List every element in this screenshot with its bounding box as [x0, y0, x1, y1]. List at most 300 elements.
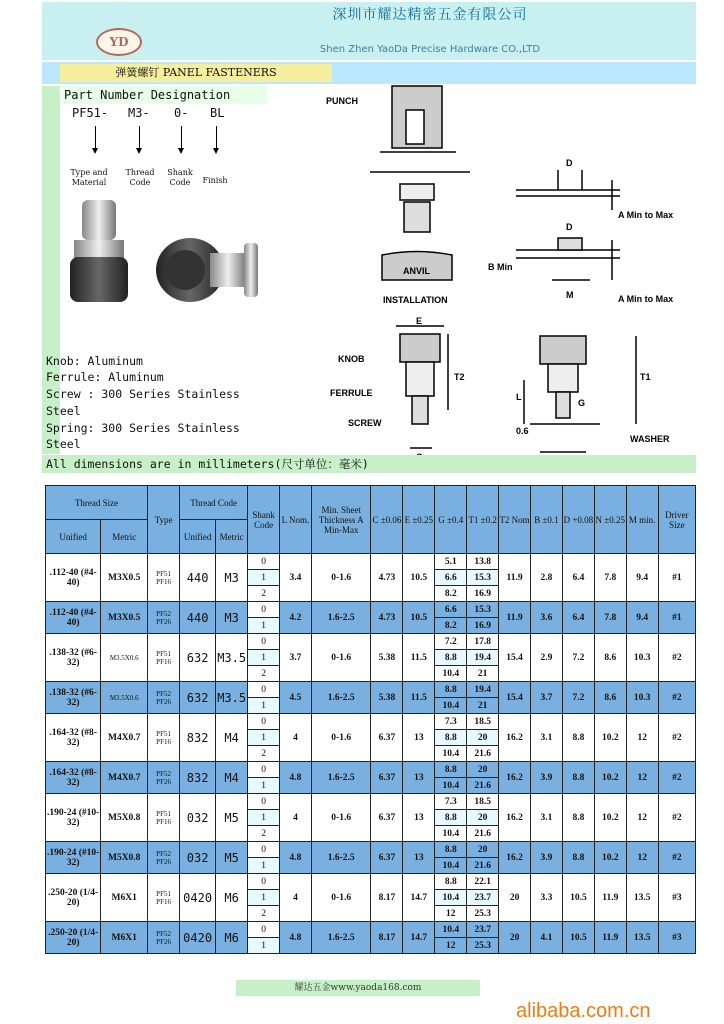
cell-l: 4: [280, 794, 312, 842]
cell-t2: 16.2: [499, 842, 531, 874]
cell-b: 2.9: [531, 634, 563, 682]
cell-g: 12: [435, 906, 467, 922]
cell-tc-unified: 632: [180, 682, 216, 714]
cell-e: 13: [403, 842, 435, 874]
cell-tc-unified: 0420: [180, 874, 216, 922]
cell-type: PF52 PF26: [148, 602, 180, 634]
cell-l: 4.8: [280, 762, 312, 794]
cell-tc-metric: M4: [216, 714, 248, 762]
pn-arrow: [216, 126, 217, 150]
cell-b: 3.9: [531, 842, 563, 874]
cell-t2: 11.9: [499, 554, 531, 602]
th-l: L Nom.: [280, 486, 312, 554]
th-d: D +0.08: [562, 486, 594, 554]
watermark: alibaba.com.cn: [516, 1000, 651, 1022]
cell-type: PF51 PF16: [148, 794, 180, 842]
cell-d: 7.2: [562, 634, 594, 682]
th-sheet: Min. Sheet Thickness A Min-Max: [311, 486, 371, 554]
cell-metric: M3.5X0.6: [101, 634, 148, 682]
cell-d: 8.8: [562, 714, 594, 762]
cell-e: 14.7: [403, 922, 435, 954]
pn-arrowhead: [92, 148, 98, 154]
cell-tc-metric: M3.5: [216, 634, 248, 682]
cell-shank-code: 2: [248, 826, 280, 842]
cell-g: 10.4: [435, 858, 467, 874]
cell-t1: 16.9: [467, 618, 499, 634]
cell-n: 10.2: [594, 762, 626, 794]
label-m: M: [566, 290, 574, 300]
cell-g: 8.8: [435, 810, 467, 826]
label-e: E: [416, 316, 423, 326]
cell-t2: 15.4: [499, 634, 531, 682]
company-name-en: Shen Zhen YaoDa Precise Hardware CO.,LTD: [319, 44, 541, 55]
cell-t2: 20: [499, 874, 531, 922]
cell-shank-code: 0: [248, 554, 280, 570]
spec-table-body: [46, 554, 696, 954]
cell-e: 13: [403, 794, 435, 842]
material-line: Ferrule: Aluminum: [46, 370, 164, 384]
cell-shank-code: 2: [248, 906, 280, 922]
cell-g: 6.6: [435, 570, 467, 586]
cell-b: 2.8: [531, 554, 563, 602]
cell-tc-unified: 632: [180, 634, 216, 682]
cell-driver: #1: [658, 602, 695, 634]
th-g: G ±0.4: [435, 486, 467, 554]
pn-part-thread: M3-: [128, 106, 150, 120]
pn-part-shank: 0-: [174, 106, 189, 120]
label-d-top: D: [566, 158, 573, 168]
cell-tc-unified: 0420: [180, 922, 216, 954]
cell-g: 8.8: [435, 730, 467, 746]
cell-unified: .164-32 (#8-32): [46, 714, 101, 762]
table-row: [46, 794, 696, 810]
cell-sheet: 0-1.6: [311, 794, 371, 842]
pn-caption-finish: Finish: [202, 176, 228, 185]
cell-driver: #3: [658, 874, 695, 922]
cell-g: 8.2: [435, 586, 467, 602]
cell-g: 8.8: [435, 762, 467, 778]
cell-tc-metric: M3: [216, 602, 248, 634]
pn-arrowhead: [136, 148, 142, 154]
cell-m: 13.5: [626, 922, 658, 954]
cell-sheet: 0-1.6: [311, 714, 371, 762]
pn-arrow: [95, 126, 96, 150]
cell-t1: 15.3: [467, 602, 499, 618]
cell-g: 7.3: [435, 714, 467, 730]
cell-unified: .164-32 (#8-32): [46, 762, 101, 794]
cell-n: 8.6: [594, 682, 626, 714]
cell-t2: 16.2: [499, 762, 531, 794]
th-e: E ±0.25: [403, 486, 435, 554]
dimension-note: All dimensions are in millimeters(尺寸单位：毫米): [46, 457, 369, 471]
cell-d: 8.8: [562, 762, 594, 794]
cell-metric: M3.5X0.6: [101, 682, 148, 714]
table-row: [46, 842, 696, 858]
material-line: Knob: Aluminum: [46, 354, 143, 368]
pn-part-type: PF51-: [72, 106, 109, 120]
cell-g: 10.4: [435, 778, 467, 794]
cell-n: 7.8: [594, 554, 626, 602]
cell-driver: #2: [658, 842, 695, 874]
label-punch: PUNCH: [326, 96, 359, 106]
label-g: G: [578, 398, 586, 408]
cell-t1: 25.3: [467, 938, 499, 954]
cell-sheet: 0-1.6: [311, 634, 371, 682]
cell-tc-unified: 440: [180, 602, 216, 634]
cell-d: 10.5: [562, 922, 594, 954]
cell-n: 11.9: [594, 874, 626, 922]
label-screw: SCREW: [348, 418, 382, 428]
cell-tc-metric: M6: [216, 922, 248, 954]
cell-b: 3.3: [531, 874, 563, 922]
cell-sheet: 0-1.6: [311, 554, 371, 602]
cell-d: 8.8: [562, 794, 594, 842]
section-title: 弹簧螺钉 PANEL FASTENERS: [60, 64, 332, 82]
cell-metric: M6X1: [101, 874, 148, 922]
cell-l: 4.2: [280, 602, 312, 634]
cell-d: 6.4: [562, 554, 594, 602]
cell-shank-code: 0: [248, 874, 280, 890]
cell-b: 3.9: [531, 762, 563, 794]
cell-l: 4.8: [280, 922, 312, 954]
cell-type: PF52 PF26: [148, 922, 180, 954]
th-driver: Driver Size: [658, 486, 695, 554]
cell-tc-unified: 832: [180, 762, 216, 794]
table-row: [46, 762, 696, 778]
cell-shank-code: 0: [248, 602, 280, 618]
cell-unified: .250-20 (1/4-20): [46, 874, 101, 922]
cell-t2: 16.2: [499, 794, 531, 842]
th-tc-metric: Metric: [216, 520, 248, 554]
cell-g: 10.4: [435, 922, 467, 938]
cell-b: 3.7: [531, 682, 563, 714]
cell-driver: #3: [658, 922, 695, 954]
cell-driver: #1: [658, 554, 695, 602]
cell-g: 6.6: [435, 602, 467, 618]
cell-e: 13: [403, 714, 435, 762]
cell-tc-metric: M5: [216, 842, 248, 874]
cell-t2: 15.4: [499, 682, 531, 714]
cell-g: 10.4: [435, 826, 467, 842]
cell-sheet: 1.6-2.5: [311, 762, 371, 794]
cell-shank-code: 1: [248, 618, 280, 634]
cell-driver: #2: [658, 762, 695, 794]
cell-c: 6.37: [371, 714, 403, 762]
cell-metric: M3X0.5: [101, 602, 148, 634]
label-l: L: [516, 392, 522, 402]
cell-tc-metric: M4: [216, 762, 248, 794]
cell-t1: 13.8: [467, 554, 499, 570]
cell-g: 10.4: [435, 698, 467, 714]
cell-n: 7.8: [594, 602, 626, 634]
cell-type: PF51 PF16: [148, 554, 180, 602]
th-t1: T1 ±0.2: [467, 486, 499, 554]
cell-tc-unified: 032: [180, 794, 216, 842]
cell-shank-code: 2: [248, 666, 280, 682]
cell-d: 8.8: [562, 842, 594, 874]
cell-metric: M3X0.5: [101, 554, 148, 602]
technical-drawing: [320, 80, 696, 455]
cell-shank-code: 0: [248, 634, 280, 650]
table-row: [46, 874, 696, 890]
cell-t1: 18.5: [467, 794, 499, 810]
cell-type: PF51 PF16: [148, 874, 180, 922]
cell-e: 14.7: [403, 874, 435, 922]
cell-shank-code: 1: [248, 890, 280, 906]
product-photo: [60, 195, 310, 315]
cell-metric: M6X1: [101, 922, 148, 954]
cell-t1: 16.9: [467, 586, 499, 602]
company-logo: YD: [96, 28, 142, 56]
cell-t1: 21.6: [467, 746, 499, 762]
label-d-mid: D: [566, 222, 573, 232]
cell-l: 3.4: [280, 554, 312, 602]
cell-driver: #2: [658, 794, 695, 842]
cell-unified: .112-40 (#4-40): [46, 554, 101, 602]
cell-sheet: 1.6-2.5: [311, 602, 371, 634]
cell-b: 4.1: [531, 922, 563, 954]
cell-g: 10.4: [435, 890, 467, 906]
cell-t1: 20: [467, 730, 499, 746]
cell-shank-code: 0: [248, 762, 280, 778]
pn-caption-thread: Thread Code: [125, 168, 155, 187]
cell-shank-code: 0: [248, 922, 280, 938]
cell-driver: #2: [658, 634, 695, 682]
cell-e: 11.5: [403, 682, 435, 714]
cell-t1: 21: [467, 666, 499, 682]
cell-t1: 23.7: [467, 890, 499, 906]
cell-shank-code: 1: [248, 730, 280, 746]
th-thread-size: Thread Size: [46, 486, 148, 520]
cell-tc-metric: M6: [216, 874, 248, 922]
cell-b: 3.6: [531, 602, 563, 634]
cell-l: 4.5: [280, 682, 312, 714]
cell-g: 10.4: [435, 666, 467, 682]
cell-unified: .112-40 (#4-40): [46, 602, 101, 634]
cell-shank-code: 0: [248, 714, 280, 730]
label-t1: T1: [640, 372, 651, 382]
th-metric: Metric: [101, 520, 148, 554]
label-t2: T2: [454, 372, 465, 382]
label-washer: WASHER: [630, 434, 670, 444]
cell-metric: M4X0.7: [101, 762, 148, 794]
spec-table: [45, 485, 696, 954]
table-row: [46, 602, 696, 618]
cell-shank-code: 0: [248, 682, 280, 698]
cell-n: 8.6: [594, 634, 626, 682]
cell-g: 10.4: [435, 746, 467, 762]
label-anvil: ANVIL: [403, 266, 430, 276]
cell-d: 10.5: [562, 874, 594, 922]
cell-n: 11.9: [594, 922, 626, 954]
table-row: [46, 714, 696, 730]
pn-caption-type: Type and Material: [70, 168, 108, 187]
cell-c: 8.17: [371, 874, 403, 922]
table-row: [46, 682, 696, 698]
cell-driver: #2: [658, 682, 695, 714]
cell-t1: 19.4: [467, 650, 499, 666]
cell-t2: 16.2: [499, 714, 531, 762]
part-number-label: Part Number Designation: [62, 86, 267, 104]
pn-arrowhead: [178, 148, 184, 154]
cell-unified: .138-32 (#6-32): [46, 634, 101, 682]
cell-g: 12: [435, 938, 467, 954]
cell-g: 8.8: [435, 874, 467, 890]
pn-arrow: [181, 126, 182, 150]
cell-c: 5.38: [371, 634, 403, 682]
cell-d: 7.2: [562, 682, 594, 714]
cell-tc-metric: M3.5: [216, 682, 248, 714]
cell-unified: .190-24 (#10-32): [46, 794, 101, 842]
cell-sheet: 1.6-2.5: [311, 682, 371, 714]
cell-tc-unified: 032: [180, 842, 216, 874]
cell-shank-code: 1: [248, 650, 280, 666]
cell-metric: M5X0.8: [101, 842, 148, 874]
cell-shank-code: 0: [248, 794, 280, 810]
label-a-bottom: A Min to Max: [618, 294, 674, 304]
label-b-min: B Min: [488, 262, 513, 272]
cell-shank-code: 2: [248, 746, 280, 762]
cell-g: 8.2: [435, 618, 467, 634]
cell-g: 8.8: [435, 650, 467, 666]
cell-shank-code: 1: [248, 698, 280, 714]
cell-c: 6.37: [371, 762, 403, 794]
footer-url: 耀达五金www.yaoda168.com: [236, 980, 480, 996]
label-06: 0.6: [516, 426, 529, 436]
cell-t1: 18.5: [467, 714, 499, 730]
cell-t1: 19.4: [467, 682, 499, 698]
table-row: [46, 634, 696, 650]
th-m: M min.: [626, 486, 658, 554]
th-shank: Shank Code: [248, 486, 280, 554]
cell-t1: 20: [467, 762, 499, 778]
cell-t1: 15.3: [467, 570, 499, 586]
cell-e: 10.5: [403, 554, 435, 602]
cell-t1: 23.7: [467, 922, 499, 938]
cell-driver: #2: [658, 714, 695, 762]
table-row: [46, 922, 696, 938]
cell-l: 4.8: [280, 842, 312, 874]
material-line: Steel: [46, 437, 81, 451]
material-line: Spring: 300 Series Stainless: [46, 421, 240, 435]
cell-c: 6.37: [371, 794, 403, 842]
cell-unified: .138-32 (#6-32): [46, 682, 101, 714]
cell-t1: 21.6: [467, 826, 499, 842]
cell-t2: 20: [499, 922, 531, 954]
cell-g: 5.1: [435, 554, 467, 570]
cell-e: 10.5: [403, 602, 435, 634]
cell-metric: M5X0.8: [101, 794, 148, 842]
cell-m: 13.5: [626, 874, 658, 922]
pn-arrow: [139, 126, 140, 150]
cell-m: 10.3: [626, 634, 658, 682]
cell-type: PF51 PF16: [148, 634, 180, 682]
company-name-cn: 深圳市耀达精密五金有限公司: [332, 7, 528, 23]
table-row: [46, 554, 696, 570]
cell-sheet: 1.6-2.5: [311, 842, 371, 874]
cell-tc-unified: 832: [180, 714, 216, 762]
th-thread-code: Thread Code: [180, 486, 248, 520]
cell-shank-code: 1: [248, 858, 280, 874]
cell-c: 4.73: [371, 602, 403, 634]
cell-c: 8.17: [371, 922, 403, 954]
cell-shank-code: 0: [248, 842, 280, 858]
cell-g: 7.3: [435, 794, 467, 810]
th-unified: Unified: [46, 520, 101, 554]
th-type: Type: [148, 486, 180, 554]
label-knob: KNOB: [338, 354, 365, 364]
cell-sheet: 1.6-2.5: [311, 922, 371, 954]
cell-unified: .250-20 (1/4-20): [46, 922, 101, 954]
cell-t1: 21.6: [467, 778, 499, 794]
label-installation: INSTALLATION: [383, 295, 448, 305]
cell-tc-unified: 440: [180, 554, 216, 602]
th-t2: T2 Nom: [499, 486, 531, 554]
cell-g: 8.8: [435, 842, 467, 858]
cell-t1: 21: [467, 698, 499, 714]
cell-n: 10.2: [594, 714, 626, 762]
cell-b: 3.1: [531, 794, 563, 842]
cell-t1: 17.8: [467, 634, 499, 650]
cell-l: 4: [280, 874, 312, 922]
cell-t1: 20: [467, 842, 499, 858]
cell-type: PF52 PF26: [148, 682, 180, 714]
th-tc-unified: Unified: [180, 520, 216, 554]
cell-e: 13: [403, 762, 435, 794]
pn-part-finish: BL: [210, 106, 225, 120]
cell-g: 7.2: [435, 634, 467, 650]
cell-m: 9.4: [626, 554, 658, 602]
cell-shank-code: 2: [248, 586, 280, 602]
cell-n: 10.2: [594, 842, 626, 874]
cell-e: 11.5: [403, 634, 435, 682]
cell-n: 10.2: [594, 794, 626, 842]
cell-type: PF51 PF16: [148, 714, 180, 762]
cell-g: 8.8: [435, 682, 467, 698]
cell-type: PF52 PF26: [148, 762, 180, 794]
cell-l: 3.7: [280, 634, 312, 682]
cell-m: 12: [626, 714, 658, 762]
cell-m: 12: [626, 762, 658, 794]
material-line: Screw : 300 Series Stainless: [46, 387, 240, 401]
cell-m: 12: [626, 794, 658, 842]
cell-shank-code: 1: [248, 810, 280, 826]
cell-t2: 11.9: [499, 602, 531, 634]
cell-b: 3.1: [531, 714, 563, 762]
label-a-top: A Min to Max: [618, 210, 674, 220]
cell-shank-code: 1: [248, 570, 280, 586]
cell-m: 9.4: [626, 602, 658, 634]
material-line: Steel: [46, 404, 81, 418]
cell-l: 4: [280, 714, 312, 762]
cell-c: 5.38: [371, 682, 403, 714]
pn-arrowhead: [213, 148, 219, 154]
cell-t1: 20: [467, 810, 499, 826]
cell-tc-metric: M3: [216, 554, 248, 602]
cell-tc-metric: M5: [216, 794, 248, 842]
cell-type: PF52 PF26: [148, 842, 180, 874]
cell-unified: .190-24 (#10-32): [46, 842, 101, 874]
pn-caption-shank: Shank Code: [167, 168, 193, 187]
cell-metric: M4X0.7: [101, 714, 148, 762]
cell-c: 6.37: [371, 842, 403, 874]
label-ferrule: FERRULE: [330, 388, 373, 398]
cell-t1: 21.6: [467, 858, 499, 874]
th-b: B ±0.1: [531, 486, 563, 554]
cell-shank-code: 1: [248, 778, 280, 794]
cell-t1: 22.1: [467, 874, 499, 890]
cell-m: 10.3: [626, 682, 658, 714]
